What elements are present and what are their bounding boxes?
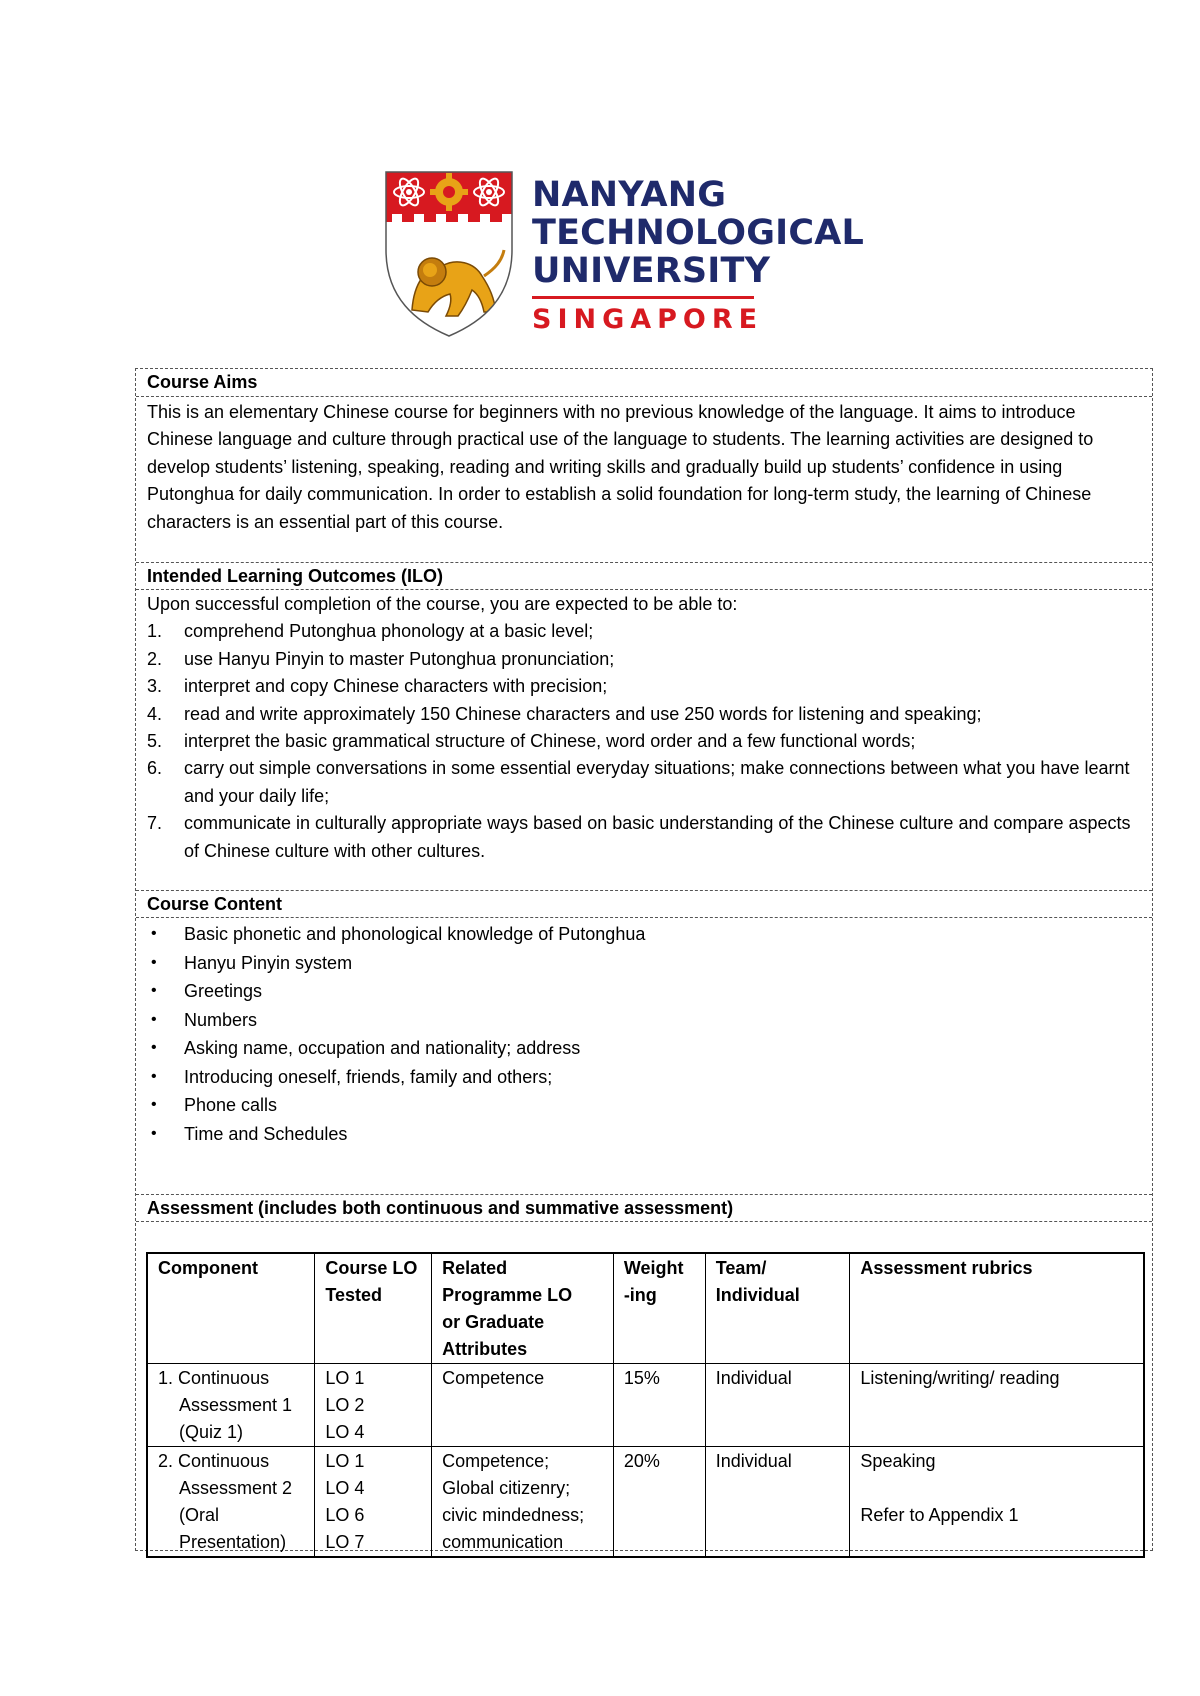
course-outline-frame xyxy=(135,368,1153,1551)
ilo-intro: Upon successful completion of the course, you are expected to be able to: xyxy=(147,594,738,614)
content-item-text: Hanyu Pinyin system xyxy=(184,952,353,973)
list-item xyxy=(147,1120,1140,1149)
course-aims-body xyxy=(147,399,1140,536)
logo-line-nanyang: NANYANG xyxy=(532,175,727,215)
list-item xyxy=(147,1034,1140,1063)
table-header-row xyxy=(147,1253,1144,1364)
list-item xyxy=(147,1091,1140,1120)
table-row xyxy=(147,1447,1144,1558)
cell-programme-lo: Competence xyxy=(432,1364,614,1447)
list-item xyxy=(147,810,1140,865)
list-item xyxy=(147,646,1140,673)
ilo-text: use Hanyu Pinyin to master Putonghua pronunciation; xyxy=(184,648,615,669)
ilo-text: read and write approximately 150 Chinese characters and use 250 words for listening and speaking; xyxy=(184,703,982,724)
cell-weighting: 15% xyxy=(613,1364,705,1447)
university-logo xyxy=(384,170,865,340)
column-header-course-lo: Course LO Tested xyxy=(315,1253,432,1364)
list-item xyxy=(147,920,1140,949)
cell-component: 1. Continuous Assessment 1 (Quiz 1) xyxy=(147,1364,315,1447)
course-content-heading: Course Content xyxy=(136,890,1152,918)
course-content-body xyxy=(147,920,1140,1148)
bullet-icon: • xyxy=(151,1096,157,1113)
bullet-icon: • xyxy=(151,982,157,999)
ilo-text: communicate in culturally appropriate ways based on basic understanding of the Chinese culture and compare aspects of Chinese culture with other cultures. xyxy=(184,813,1131,861)
column-header-component: Component xyxy=(147,1253,315,1364)
bullet-icon: • xyxy=(151,925,157,942)
ilo-text: interpret the basic grammatical structure of Chinese, word order and a few functional words; xyxy=(184,731,916,752)
content-item-text: Asking name, occupation and nationality; address xyxy=(184,1038,581,1058)
content-item-text: Phone calls xyxy=(184,1095,278,1115)
cell-weighting: 20% xyxy=(613,1447,705,1558)
cell-component: 2. Continuous Assessment 2 (Oral Presentation) xyxy=(147,1447,315,1558)
ilo-heading: Intended Learning Outcomes (ILO) xyxy=(136,562,1152,590)
assessment-table xyxy=(146,1252,1145,1558)
logo-divider xyxy=(532,296,754,299)
cell-programme-lo: Competence; Global citizenry; civic mindedness; communication xyxy=(432,1447,614,1558)
table-row xyxy=(147,1364,1144,1447)
cell-course-lo: LO 1 LO 4 LO 6 LO 7 xyxy=(315,1447,432,1558)
bullet-icon: • xyxy=(151,1010,157,1028)
content-item-text: Greetings xyxy=(184,981,263,1001)
content-item-text: Time and Schedules xyxy=(184,1123,348,1144)
bullet-icon: • xyxy=(151,1067,157,1085)
ilo-number: 3. xyxy=(147,676,163,697)
logo-line-university: UNIVERSITY xyxy=(532,251,771,291)
cell-team-individual: Individual xyxy=(705,1364,850,1447)
ilo-number: 7. xyxy=(147,813,163,834)
column-header-rubrics: Assessment rubrics xyxy=(850,1253,1144,1364)
ilo-text: comprehend Putonghua phonology at a basic level; xyxy=(184,621,594,642)
list-item xyxy=(147,701,1140,728)
list-item xyxy=(147,949,1140,978)
column-header-team-individual: Team/ Individual xyxy=(705,1253,850,1364)
ilo-number: 2. xyxy=(147,648,163,669)
ilo-number: 5. xyxy=(147,731,163,752)
assessment-heading: Assessment (includes both continuous and summative assessment) xyxy=(136,1194,1152,1222)
column-header-programme-lo: Related Programme LO or Graduate Attributes xyxy=(432,1253,614,1364)
ilo-number: 1. xyxy=(147,621,163,642)
logo-line-singapore: SINGAPORE xyxy=(532,304,764,335)
course-aims-heading: Course Aims xyxy=(136,369,1152,397)
bullet-icon: • xyxy=(151,953,157,971)
content-item-text: Numbers xyxy=(184,1009,258,1030)
list-item xyxy=(147,618,1140,645)
ilo-list xyxy=(147,618,1140,865)
list-item xyxy=(147,728,1140,755)
ilo-text: interpret and copy Chinese characters with precision; xyxy=(184,676,608,697)
bullet-icon: • xyxy=(151,1124,157,1142)
course-aims-text: This is an elementary Chinese course for beginners with no previous knowledge of the language. It aims to introduce Chinese language and culture through practical use of the language to students. The learning activities are designed to develop students’ listening, speaking, reading and writing skills and gradually build up students’ confidence in using Putonghua for daily communication. In order to establish a solid foundation for long-term study, the learning of Chinese characters is an essential part of this course. xyxy=(147,402,1094,532)
list-item xyxy=(147,1006,1140,1035)
cell-rubrics: Speaking Refer to Appendix 1 xyxy=(850,1447,1144,1558)
ilo-body xyxy=(147,591,1140,865)
cell-course-lo: LO 1 LO 2 LO 4 xyxy=(315,1364,432,1447)
list-item xyxy=(147,1063,1140,1092)
ilo-number: 4. xyxy=(147,703,163,724)
content-item-text: Basic phonetic and phonological knowledge of Putonghua xyxy=(184,924,646,944)
list-item xyxy=(147,755,1140,810)
column-header-weighting: Weight -ing xyxy=(613,1253,705,1364)
university-crest-icon xyxy=(384,170,514,338)
ilo-number: 6. xyxy=(147,758,163,779)
ilo-text: carry out simple conversations in some essential everyday situations; make connections between what you have learnt and your daily life; xyxy=(184,758,1130,806)
course-content-list xyxy=(147,920,1140,1148)
cell-rubrics: Listening/writing/ reading xyxy=(850,1364,1144,1447)
bullet-icon: • xyxy=(151,1039,157,1056)
cell-team-individual: Individual xyxy=(705,1447,850,1558)
university-wordmark xyxy=(532,176,864,335)
content-item-text: Introducing oneself, friends, family and others; xyxy=(184,1066,553,1087)
list-item xyxy=(147,977,1140,1006)
list-item xyxy=(147,673,1140,700)
logo-line-technological: TECHNOLOGICAL xyxy=(532,213,865,253)
